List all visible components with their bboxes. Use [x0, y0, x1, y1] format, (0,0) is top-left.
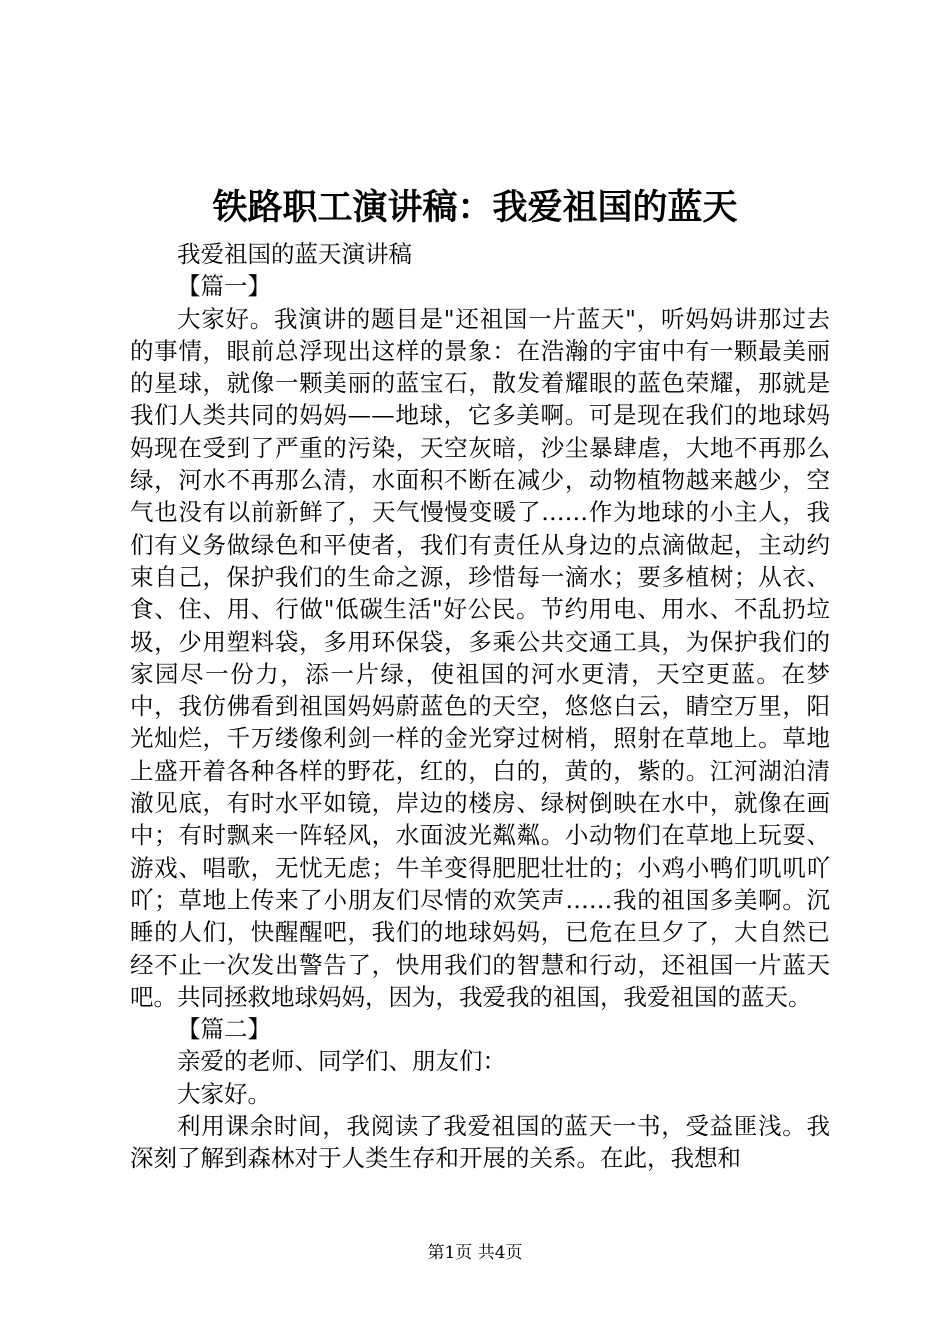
document-title: 铁路职工演讲稿：我爱祖国的蓝天: [212, 187, 738, 228]
page-footer: 第1页 共4页: [427, 1243, 523, 1263]
body-paragraph: 利用课余时间，我阅读了我爱祖国的蓝天一书，受益匪浅。我深刻了解到森林对于人类生存和开展的关系。在此，我想和: [130, 1112, 830, 1173]
document-body: [130, 238, 830, 1175]
body-paragraph: 大家好。我演讲的题目是"还祖国一片蓝天"，听妈妈讲那过去的事情，眼前总浮现出这样的景象：在浩瀚的宇宙中有一颗最美丽的星球，就像一颗美丽的蓝宝石，散发着耀眼的蓝色荣耀，那就是我们人类共同的妈妈——地球，它多美啊。可是现在我们的地球妈妈现在受到了严重的污染，天空灰暗，沙尘暴肆虐，大地不再那么绿，河水不再那么清，水面积不断在减少，动物植物越来越少，空气也没有以前新鲜了，天气慢慢变暖了……作为地球的小主人，我们有义务做绿色和平使者，我们有责任从身边的点滴做起，主动约束自己，保护我们的生命之源，珍惜每一滴水；要多植树；从衣、食、住、用、行做"低碳生活"好公民。节约用电、用水、不乱扔垃圾，少用塑料袋，多用环保袋，多乘公共交通工具，为保护我们的家园尽一份力，添一片绿，使祖国的河水更清，天空更蓝。在梦中，我仿佛看到祖国妈妈蔚蓝色的天空，悠悠白云，睛空万里，阳光灿烂，千万缕像利剑一样的金光穿过树梢，照射在草地上。草地上盛开着各种各样的野花，红的，白的，黄的，紫的。江河湖泊清澈见底，有时水平如镜，岸边的楼房、绿树倒映在水中，就像在画中；有时飘来一阵轻风，水面波光粼粼。小动物们在草地上玩耍、游戏、唱歌，无忧无虑；牛羊变得肥肥壮壮的；小鸡小鸭们叽叽吖吖；草地上传来了小朋友们尽情的欢笑声……我的祖国多美啊。沉睡的人们，快醒醒吧，我们的地球妈妈，已危在旦夕了，大自然已经不止一次发出警告了，快用我们的智慧和行动，还祖国一片蓝天吧。共同拯救地球妈妈，因为，我爱我的祖国，我爱祖国的蓝天。: [130, 304, 830, 1011]
hello-paragraph: 大家好。: [177, 1079, 271, 1108]
greeting-paragraph: 亲爱的老师、同学们、朋友们：: [177, 1047, 506, 1076]
section-heading-1: 【篇一】: [177, 272, 271, 301]
section-heading-2: 【篇二】: [177, 1015, 271, 1044]
subtitle-paragraph: 我爱祖国的蓝天演讲稿: [177, 240, 412, 268]
